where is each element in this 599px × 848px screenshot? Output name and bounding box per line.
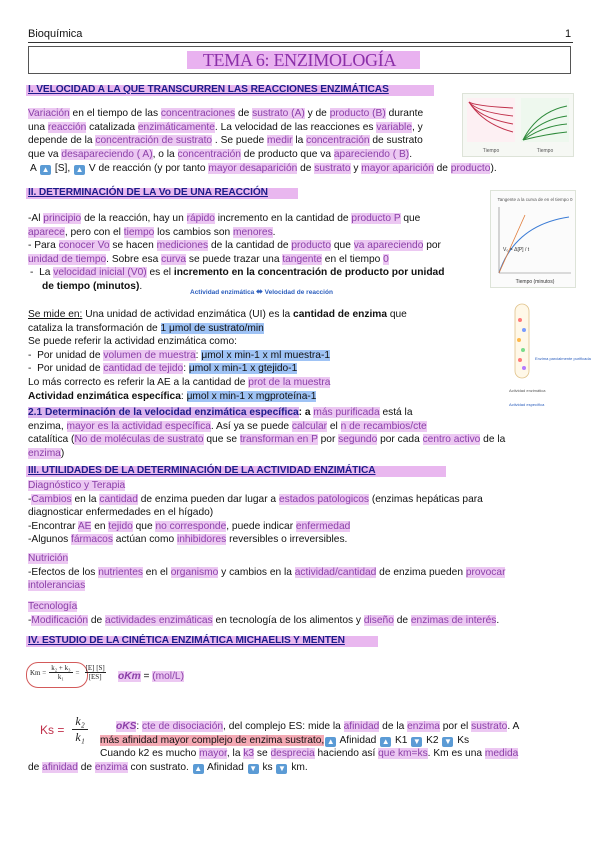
ks-hl: sustrato [471,721,508,732]
s3-hl: cantidad [99,493,138,505]
s2-t: los cambios son [154,226,234,238]
s3-hl: enfermedad [295,520,351,532]
ks-hl: cte de disociación [142,721,224,732]
ks-t: de [77,761,95,773]
s3-nutrition [28,552,573,593]
graph2-axis-label: Tiempo (minutos) [515,279,555,285]
s21-t: enzima, [28,420,67,432]
s3-hl: tejido [108,520,133,532]
s3-hl: Modificación [31,614,89,626]
s2m-t: Por unidad de [37,349,104,361]
ks-t: Ks [454,734,470,746]
s3-t: - [28,614,32,626]
activity-diagram [190,287,333,296]
km-units [118,670,184,684]
ks-t: se [254,748,271,760]
s2-t: es el [146,267,174,279]
s2-hl: tiempo [123,226,155,238]
ks-hl: k3 [243,748,255,760]
s2-1-heading: 2.1 Determinación de la velocidad enzimática específica [28,407,299,418]
graph2-title: Tangente a la curva de en el tiempo 0 [497,197,573,202]
nutrition-title: Nutrición [28,553,69,564]
graph1-axis-a: Tiempo [482,148,500,154]
s1-p2-t: de reacción (y por tanto [95,163,209,174]
ks-hl: mayor [199,748,227,760]
s1-hl: concentración de sustrato [95,135,213,147]
s3-hl: no corresponde [155,520,227,532]
s3-t: en el [142,566,171,578]
s1-p2-t: V [86,163,96,174]
section-2-heading: II. DETERMINACIÓN DE LA Vo DE UNA REACCIÓN [28,187,268,198]
s21-t: el [327,420,341,432]
s2-1-paragraph [28,406,553,460]
s1-t: una [28,121,48,133]
s21-t: por [317,434,339,446]
graph2-tangent [499,215,525,273]
ks-t: es mucho [149,748,200,760]
s3-t: reversibles o irreversibles. [226,534,348,546]
s3-t: en tecnología de los alimentos y [212,614,364,626]
s2-t: . Sobre esa [106,253,162,265]
s3-hl: actividad/cantidad [294,566,377,578]
diagnosis-title: Diagnóstico y Terapia [28,480,126,491]
s1-hl: desapareciendo ( A) [61,148,153,160]
s2-t: . [139,280,143,292]
s21-t: . Así ya se puede [210,420,292,432]
s3-hl: AE [77,520,92,532]
ks-hl: enzima [407,721,440,732]
s2m-hl-blue: μmol x min-1 x gtejido-1 [188,363,298,375]
s1-t: , o la [152,148,178,160]
s2-t: que [331,240,354,252]
down-arrow-icon: ▼ [443,736,452,746]
s1-t: durante [385,108,424,119]
s2m-t: cataliza la transformación de [28,322,161,334]
s2m-hl-blue: μmol x min-1 x ml muestra-1 [201,349,331,361]
s1-t: y de [304,108,330,119]
s1-p2-hl: sustrato [314,163,351,174]
s1-t: de sustrato [369,135,423,147]
graph1-axis-b: Tiempo [536,148,554,154]
ks-t: . Km es una [427,748,485,760]
s21-hl: centro activo [422,434,481,446]
s2m-t: Se puede referir la actividad enzimática como: [28,336,237,348]
s1-hl: producto (B) [329,108,386,119]
s2-t: de la reacción, hay un [81,213,187,224]
s2m-t: Una unidad de actividad enzimática (UI) es la [82,309,294,320]
initial-velocity-graph [490,190,576,288]
measured-in-label: Se mide en: [28,309,83,320]
s3-t: actúan como [112,534,177,546]
s21-t: que se [203,434,240,446]
ks-t: . A [507,721,520,732]
molecule-dot [518,318,522,322]
s21-t: catalítica ( [28,434,75,446]
ks-t: haciendo así [314,748,379,760]
s3-hl: nutrientes [98,566,143,578]
tube-label-3: Actividad específica [509,402,545,407]
s3-hl: enzimas de interés [410,614,497,626]
s3-t: y cambios en la [218,566,295,578]
s1-hl: variable [376,121,412,133]
s2m-hl: prot de la muestra [248,376,331,388]
s2-measurement: Se mide en: Una unidad de actividad enzimática (UI) es la cantidad de enzima que cataliza la transformación de 1 μmol de sustrato/min Se puede referir la actividad enzimática como: - Por unidad de volumen de muestra: μmol x min-1 x ml muestra-1 - Por unidad de cantidad de tejido: μmol x min-1 x gtejido-1 Lo más correcto es referir la AE a la cantidad de prot de la muestra Actividad enzimática específica: μmol x min-1 x mgproteína-1 [28,309,407,402]
section-4-heading: IV. ESTUDIO DE LA CINÉTICA ENZIMÁTICA MICHAELIS Y MENTEN [28,635,345,646]
s3-hl: Cambios [31,493,72,505]
s3-technology [28,600,573,627]
km-denominator: k₁ [57,673,64,681]
header-rule [28,42,573,43]
km-formula [30,664,106,681]
down-arrow-icon: ▼ [249,763,258,773]
s2m-hl: cantidad de tejido [103,363,184,375]
s21-t: : a [298,407,314,418]
molecule-dot [522,366,526,370]
s2-hl: velocidad inicial (V0) [53,267,147,279]
s2m-hl-blue: 1 μmol de sustrato/min [160,322,264,334]
s21-t: por cada [377,434,423,446]
s1-p2-t: y [350,163,362,174]
s2-hl: va apareciendo [353,240,424,252]
ks-t: : [136,721,143,732]
km-name: oKm [118,671,141,682]
ks-numerator: k₂ [72,714,88,730]
ks-t: Afinidad [337,734,380,746]
s3-t: en la [71,493,100,505]
s1-p2-hl: mayor aparición [361,163,434,174]
s2-hl: curva [161,253,187,265]
page-number: 1 [565,28,572,40]
ks-t: con sustrato. [127,761,192,773]
s3-hl: diseño [363,614,394,626]
s1-hl: concentraciones [160,108,236,119]
graph2-svg [491,191,575,287]
s1-hl: concentración [306,135,370,147]
s2m-bold: cantidad de enzima [293,309,388,320]
s2m-bold: Actividad enzimática específica [28,390,181,402]
s2-t: se hacen [109,240,157,252]
s2-hl: menores [233,226,273,238]
s2m-hl: volumen de muestra [103,349,196,361]
ks-t: K1 [392,734,411,746]
molecule-dot [521,348,525,352]
graph-svg [463,94,573,156]
s2-t: en el tiempo [321,253,384,265]
s3-t: en [91,520,109,532]
s2-hl: producto P [351,213,401,224]
s1-t: catalizada [86,121,138,133]
s2m-t: : [195,349,202,361]
tube-svg [505,300,591,420]
s3-t: -Algunos [28,534,72,546]
s1-t: que va [28,148,62,160]
s3-t: , puede indicar [226,520,296,532]
s1-p2-t: [S], [52,163,74,174]
s1-p2-hl: mayor desaparición [208,163,298,174]
km-numerator: k₂ + k₃ [51,664,71,672]
s2m-t: : [180,390,187,402]
s1-t: de producto que va [240,148,334,160]
substrate-product-graph [462,93,574,157]
ks-t: K2 [423,734,442,746]
tube-body [515,304,529,378]
plot-a-bg [467,98,515,142]
s3-t: de [88,614,106,626]
test-tube-illustration [505,300,591,420]
s3-t: (enzimas hepáticas para [369,493,483,505]
up-arrow-icon: ▲ [41,165,50,174]
tube-label-2: Actividad enzimática [509,388,546,393]
diagram-left-label: Actividad enzimática [190,289,255,296]
km-label: Km = [30,668,47,677]
s3-hl: intolerancias [28,580,86,592]
graph2-formula: V₀ = Δ[P] / t [503,247,530,253]
s2-hl: conocer Vo [58,240,110,252]
s3-t: que [132,520,156,532]
header-subject: Bioquímica [28,28,83,40]
s21-hl: segundo [338,434,378,446]
s2-hl: principio [43,213,82,224]
s1-paragraph [28,107,458,161]
s2m-t: : [183,363,189,375]
s3-hl: fármacos [71,534,113,546]
s3-hl: estados patologicos [278,493,369,505]
s21-t: ) [60,447,65,459]
s1-hl: reacción [47,121,87,133]
ks-name: oKS [116,721,137,732]
s1-hl: Variación [28,108,70,119]
s2-bold: de tiempo (minutos) [42,280,140,292]
s1-t: . La velocidad de las reacciones es [214,121,377,133]
km2-numerator: [E] [S] [85,664,105,672]
s2-bullets: -Al principio de la reacción, hay un rápido incremento en la cantidad de producto P que aparece, pero con el tiempo los cambios son menores. - Para conocer Vo se hacen mediciones de la cantidad de producto que va apareciendo por unidad de tiempo. Sobre esa curva se puede trazar una tangente en el tiempo 0 - La velocidad inicial (V0) es el incremento en la concentración de producto por unidad de tiempo (minutos). [28,213,445,292]
molecule-dot [522,328,526,332]
s2m-t: que [387,309,407,320]
s1-t: . Se puede [212,135,268,147]
s1-t: depende de la [28,135,96,147]
down-arrow-icon: ▼ [412,736,421,746]
s2-t: . [272,226,276,238]
s2-hl: mediciones [156,240,209,252]
s1-hl: concentración [177,148,241,160]
s2-hl: producto [291,240,332,252]
ks-paragraph [28,720,573,774]
s2-hl: tangente [282,253,322,265]
s21-hl: enzima [28,447,61,459]
s21-hl: mayor es la actividad específica [66,420,211,432]
s2m-t: Por unidad de [37,363,104,375]
s1-hl: sustrato (A) [252,108,305,119]
s2-t: La [39,267,54,279]
s2-bold: incremento en la concentración de producto por unidad [173,267,445,279]
s3-t: diagnosticar enfermedades en el hígado) [28,507,214,519]
s2-t: - Para [28,240,59,252]
technology-title: Tecnología [28,601,78,612]
s2-t: , pero con el [64,226,124,238]
s2-hl: rápido [186,213,215,224]
page-title: TEMA 6: ENZIMOLOGÍA [202,50,397,70]
s21-t: de la [480,434,506,446]
s1-hl: medir [267,135,293,147]
s2-t: -Al [28,213,44,224]
s3-t: - [28,493,32,505]
s21-hl: transforman en P [239,434,318,446]
down-arrow-icon: ▼ [278,763,286,773]
km-unit: (mol/L) [152,671,184,682]
s21-hl: más purificada [313,407,380,418]
ks-t: Cuando k [100,748,144,760]
s2-t: se puede trazar una [186,253,283,265]
s2-t: que [400,213,421,224]
ks-t: de la [379,721,408,732]
ks-t: , la [226,748,244,760]
ks-t: , del complejo ES: mide la [223,721,344,732]
km-fraction [49,664,72,681]
s3-hl: actividades enzimáticas [105,614,213,626]
s1-t: de [235,108,253,119]
ks-t: por el [439,721,472,732]
s1-paragraph-2 [30,162,560,176]
up-arrow-icon: ▲ [381,736,390,746]
km-eq: = [140,671,153,682]
ks-denominator: k₁ [75,730,85,744]
s21-hl: No de moléculas de sustrato [74,434,204,446]
ks-t: Afinidad [204,761,247,773]
ks-hl: desprecia [270,748,315,760]
ks-hl: afinidad [42,761,78,773]
molecule-dot [517,338,521,342]
ks-t: de [28,761,43,773]
ks-label: Ks = [40,722,65,737]
s3-t: de enzima pueden [376,566,466,578]
s3-t: -Encontrar [28,520,78,532]
s2-t: de la cantidad de [208,240,292,252]
ks-t: ks [259,761,276,773]
s2-t: incremento en la cantidad de [214,213,352,224]
ks-t: 2 [143,748,150,760]
s1-hl: enzimáticamente [137,121,215,133]
km-equals: = [75,668,80,677]
s1-t: , y [412,121,423,133]
up-arrow-icon: ▲ [194,763,203,773]
ks-hl: afinidad [343,721,380,732]
s1-t: la [292,135,307,147]
ks-hl-red: más afinidad mayor complejo de enzima sustrato, [100,734,325,746]
s2-1-heading-highlight [28,407,299,418]
s21-hl: n de recambios/cte [340,420,427,432]
ks-t: km. [288,761,308,773]
section-3-heading: III. UTILIDADES DE LA DETERMINACIÓN DE LA ACTIVIDAD ENZIMÁTICA [28,465,376,476]
ks-hl: medida [484,748,519,760]
s3-t: -Efectos de los [28,566,99,578]
s3-hl: inhibidores [176,534,227,546]
s2m-t: Lo más correcto es referir la AE a la cantidad de [28,376,249,388]
tube-label-1: Enzima parcialmente purificada [535,356,591,361]
s3-t: . [496,614,500,626]
up-arrow-icon: ▲ [326,736,335,746]
diagram-right-label: Velocidad de reacción [264,289,333,296]
graph2-curve [499,217,569,273]
s2m-hl-blue: μmol x min-1 x mgproteína-1 [186,390,317,402]
ks-hl: enzima [94,761,128,773]
up-arrow-icon: ▲ [75,165,84,174]
ks-hl: que km=ks [378,748,428,760]
s1-hl: apareciendo ( B) [333,148,410,160]
s1-p2-t: de [433,163,451,174]
s1-p2-t: de [297,163,315,174]
s3-hl: provocar [465,566,506,578]
s3-body [28,479,568,547]
s2-hl: unidad de tiempo [28,253,107,265]
double-arrow-icon: ⬌ [256,287,263,296]
s3-hl: organismo [170,566,219,578]
s1-p2-t: ). [490,163,497,174]
s1-p2-t: A [30,163,40,174]
s21-t: está la [379,407,413,418]
s2-hl: 0 [383,253,389,265]
title-box [28,46,571,74]
s1-t: . [409,148,413,160]
km-fraction-2 [85,664,106,681]
s3-t: de enzima pueden dar lugar a [137,493,279,505]
molecule-dot [518,358,522,362]
s1-t: en el tiempo de las [69,108,161,119]
section-1-heading: I. VELOCIDAD A LA QUE TRANSCURREN LAS REACCIONES ENZIMÁTICAS [28,84,389,95]
s2-t: por [423,240,441,252]
s3-t: de [393,614,411,626]
km2-denominator: [ES] [88,673,102,681]
s2-hl: aparece [28,226,65,238]
s21-hl: calcular [291,420,328,432]
s1-p2-hl: producto [450,163,491,174]
